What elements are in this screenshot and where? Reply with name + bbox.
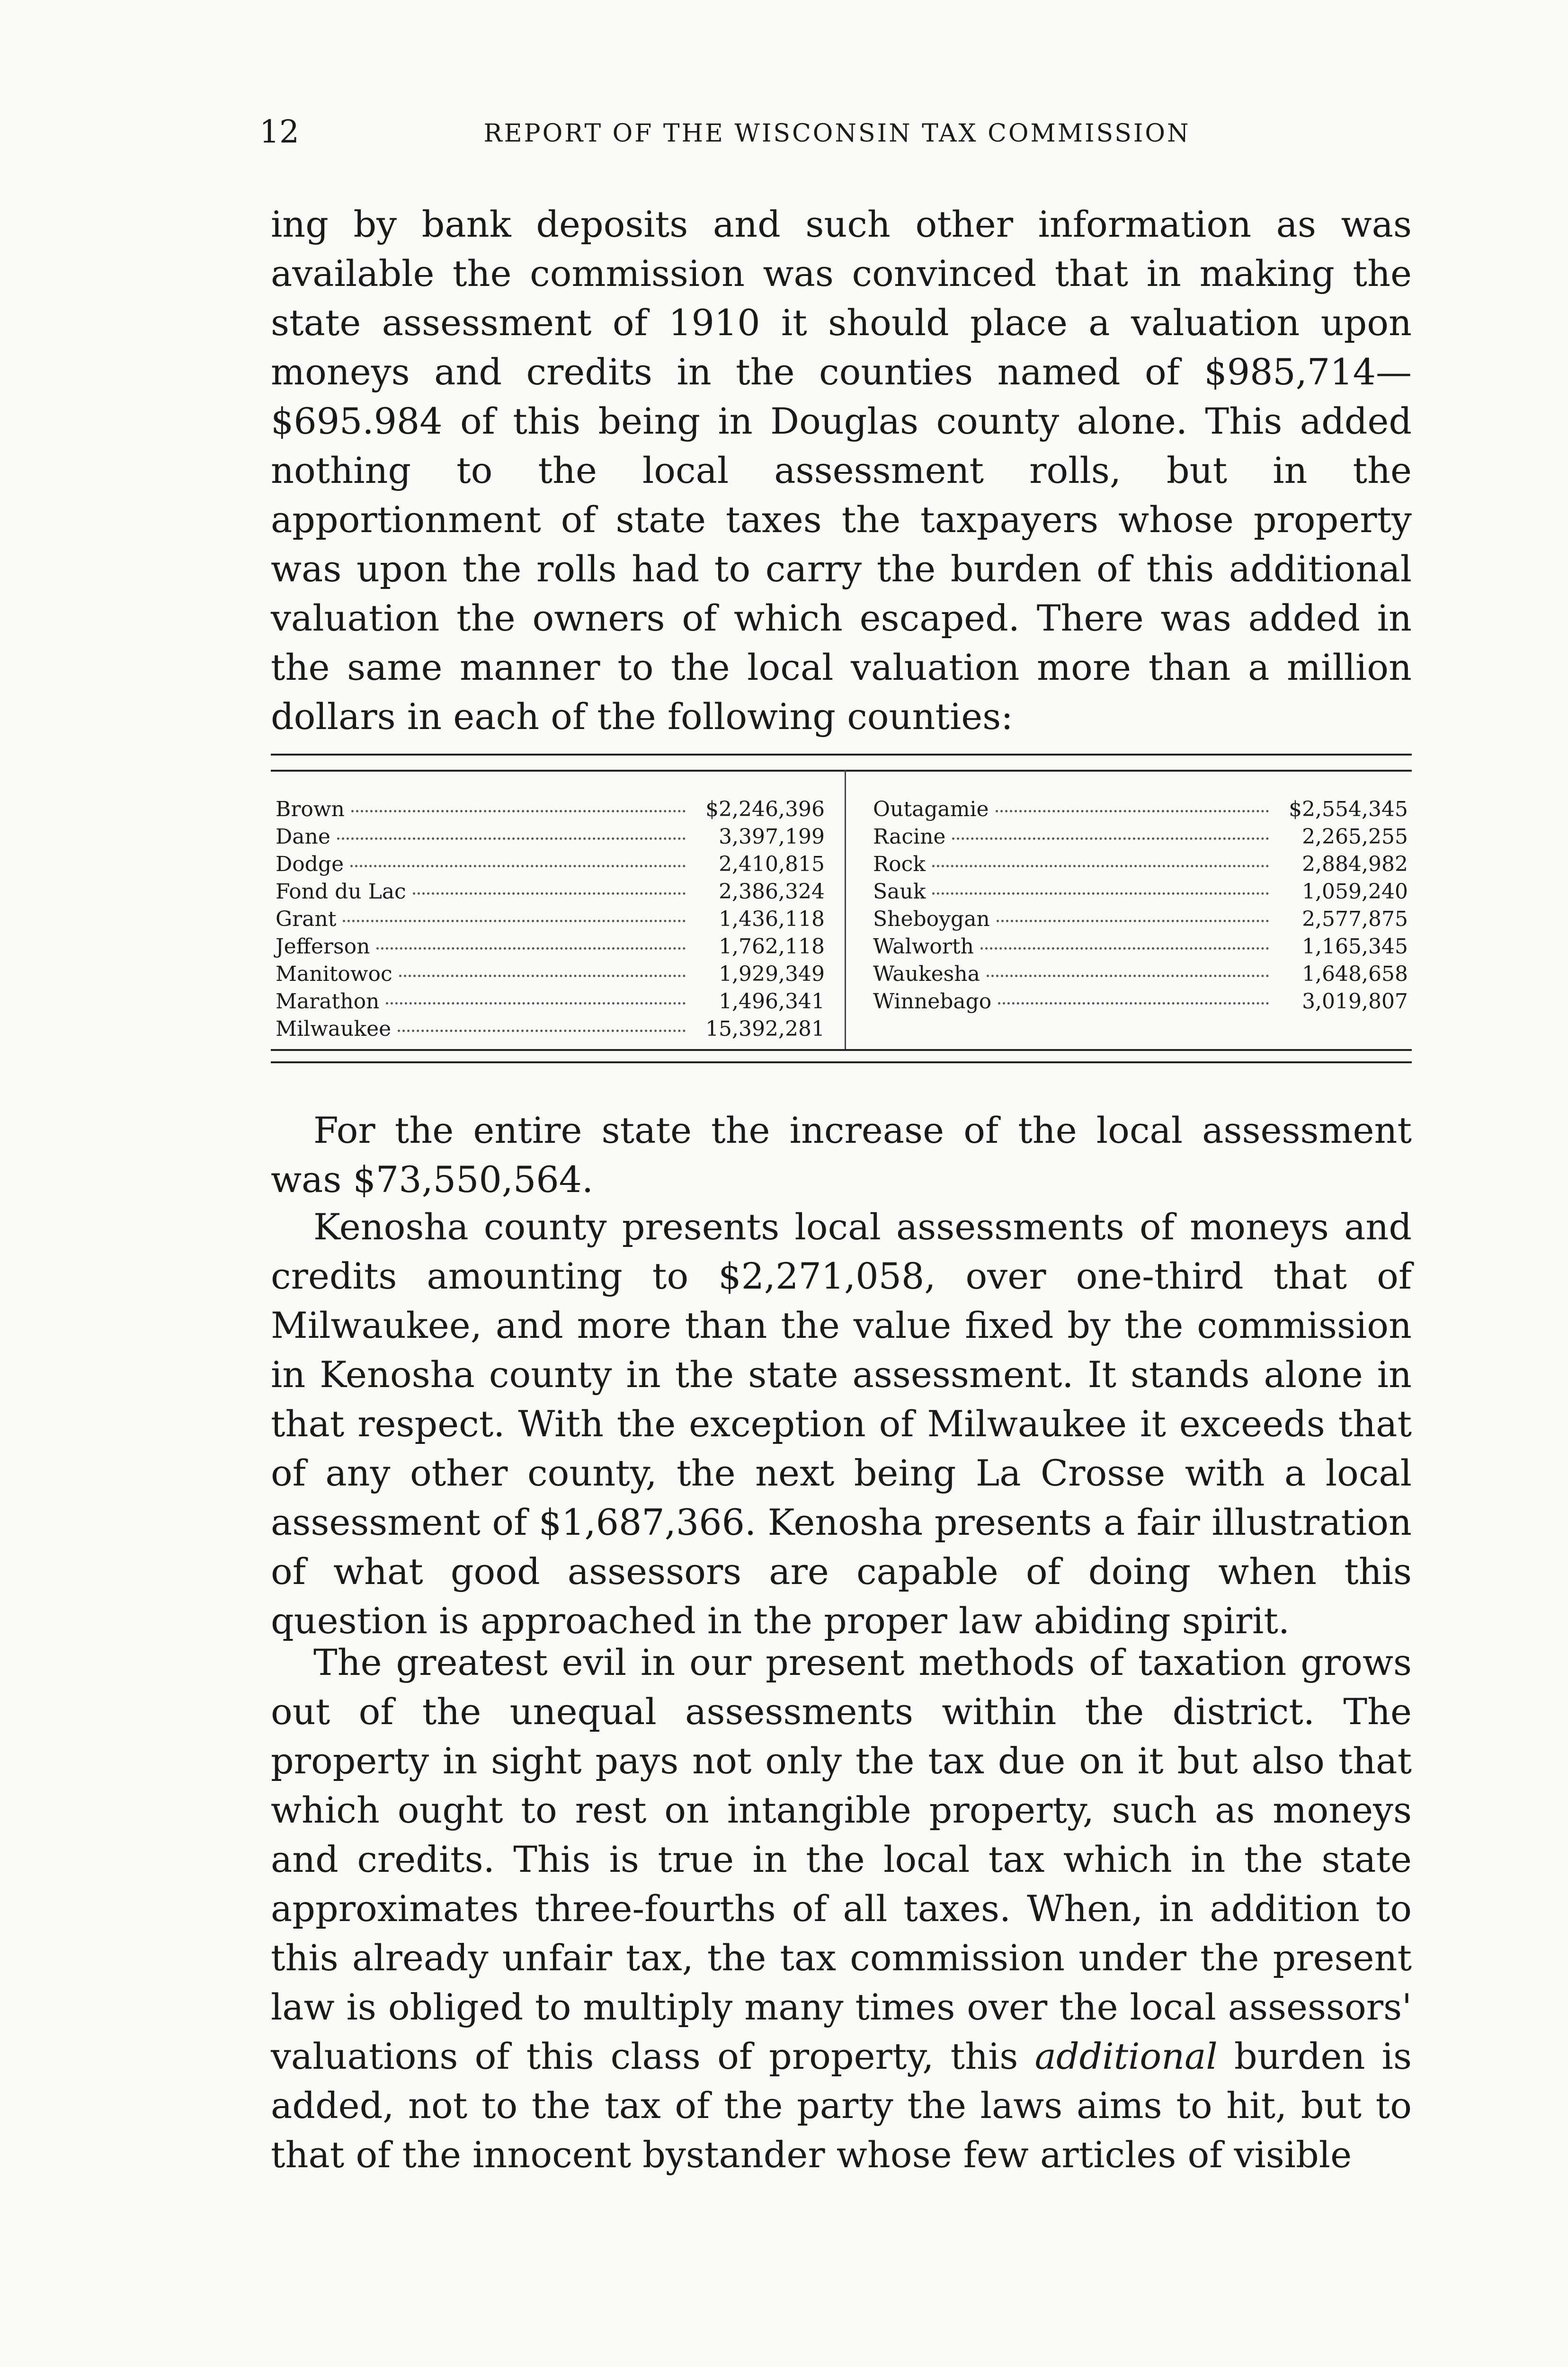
- county-name: Milwaukee: [276, 1017, 392, 1041]
- county-name: Fond du Lac: [276, 880, 406, 904]
- paragraph-4: [271, 1638, 1412, 2180]
- valuation-amount: 2,577,875: [1302, 907, 1408, 931]
- paragraph-1: ing by bank deposits and such other information as was available the commission was convinced that in making the state assessment of 1910 it should place a valuation upon moneys and credits in the counties named of $985,714—$695.984 of this being in Douglas county alone. This added nothing to the local assessment rolls, but in the apportionment of state taxes the taxpayers whose property was upon the rolls had to carry the burden of this additional valuation the owners of which escaped. There was added in the same manner to the local valuation more than a million dollars in each of the following counties:: [271, 203, 1412, 738]
- table-row: [873, 907, 1408, 934]
- table-row: [276, 934, 825, 962]
- table-row: [276, 989, 825, 1017]
- table-row: [873, 962, 1408, 989]
- table-row: [873, 852, 1408, 880]
- paragraph-3: Kenosha county presents local assessments of moneys and credits amounting to $2,271,058, over one-third that of Milwaukee, and more than the value fixed by the commission in Kenosha county in the state assessment. It stands alone in that respect. With the exception of Milwaukee it exceeds that of any other county, the next being La Crosse with a local assessment of $1,687,366. Kenosha presents a fair illustration of what good assessors are capable of doing when this question is approached in the proper law abiding spirit.: [271, 1206, 1412, 1642]
- paragraph-4-italic: additional: [1034, 2035, 1218, 2077]
- page-number: 12: [259, 114, 299, 150]
- table-top-rule: [271, 754, 1412, 756]
- dot-leader: [980, 947, 1269, 950]
- table-column-divider: [845, 770, 846, 1049]
- dot-leader: [996, 810, 1269, 812]
- county-valuation-table: [271, 754, 1412, 1071]
- county-name: Marathon: [276, 989, 380, 1014]
- dot-leader: [350, 865, 686, 867]
- valuation-amount: 1,762,118: [719, 934, 825, 959]
- valuation-amount: 15,392,281: [705, 1017, 825, 1041]
- county-name: Brown: [276, 797, 345, 821]
- valuation-amount: 1,929,349: [719, 962, 825, 986]
- valuation-amount: $2,554,345: [1289, 797, 1408, 821]
- county-name: Racine: [873, 825, 946, 849]
- table-row: [873, 880, 1408, 907]
- valuation-amount: 2,265,255: [1302, 825, 1408, 849]
- dot-leader: [932, 865, 1269, 867]
- county-name: Sauk: [873, 880, 926, 904]
- dot-leader: [998, 1002, 1269, 1005]
- county-name: Dodge: [276, 852, 344, 876]
- dot-leader: [987, 975, 1269, 977]
- valuation-amount: 1,496,341: [719, 989, 825, 1014]
- table-row: [276, 880, 825, 907]
- paragraph-2: For the entire state the increase of the local assessment was $73,550,564.: [271, 1109, 1412, 1201]
- table-row: [873, 989, 1408, 1017]
- valuation-amount: 3,019,807: [1302, 989, 1408, 1014]
- dot-leader: [351, 810, 686, 812]
- table-row: [873, 797, 1408, 825]
- county-name: Walworth: [873, 934, 974, 959]
- valuation-amount: 1,059,240: [1302, 880, 1408, 904]
- dot-leader: [997, 920, 1269, 922]
- dot-leader: [398, 1030, 686, 1032]
- dot-leader: [952, 837, 1269, 840]
- table-right-column: [873, 797, 1408, 1017]
- dot-leader: [413, 892, 686, 895]
- dot-leader: [386, 1002, 686, 1005]
- dot-leader: [337, 837, 686, 840]
- running-head-title: REPORT OF THE WISCONSIN TAX COMMISSION: [483, 119, 1191, 148]
- county-name: Winnebago: [873, 989, 992, 1014]
- dot-leader: [399, 975, 686, 977]
- table-row: [276, 962, 825, 989]
- table-row: [873, 825, 1408, 852]
- table-top-rule-inner: [271, 770, 1412, 772]
- valuation-amount: 2,410,815: [719, 852, 825, 876]
- valuation-amount: $2,246,396: [705, 797, 825, 821]
- table-left-column: [276, 797, 825, 1044]
- county-name: Grant: [276, 907, 337, 931]
- valuation-amount: 3,397,199: [719, 825, 825, 849]
- county-name: Manitowoc: [276, 962, 392, 986]
- table-row: [276, 852, 825, 880]
- valuation-amount: 2,386,324: [719, 880, 825, 904]
- county-name: Rock: [873, 852, 926, 876]
- dot-leader: [376, 947, 686, 950]
- dot-leader: [343, 920, 686, 922]
- valuation-amount: 1,648,658: [1302, 962, 1408, 986]
- table-bottom-rule: [271, 1061, 1412, 1063]
- paragraph-4-text-a: The greatest evil in our present methods of taxation grows out of the unequal assessments within the district. The property in sight pays not only the tax due on it but also that which ought to rest on intangible property, such as moneys and credits. This is true in the local tax which in the state approximates three-fourths of all taxes. When, in addition to this already unfair tax, the tax commission under the present law is obliged to multiply many times over the local assessors' valuations of this class of property, this: [271, 1641, 1412, 2077]
- table-bottom-rule-inner: [271, 1049, 1412, 1051]
- dot-leader: [932, 892, 1269, 895]
- valuation-amount: 1,436,118: [719, 907, 825, 931]
- paragraph-4-text-b: burden is added, not to the tax of the party the laws aims to hit, but to that of the innocent bystander whose few articles of visible: [271, 2035, 1412, 2176]
- table-row: [276, 907, 825, 934]
- table-row: [276, 825, 825, 852]
- running-head: [259, 114, 1415, 156]
- table-row: [873, 934, 1408, 962]
- county-name: Sheboygan: [873, 907, 990, 931]
- county-name: Dane: [276, 825, 330, 849]
- county-name: Waukesha: [873, 962, 980, 986]
- table-row: [276, 1017, 825, 1044]
- table-row: [276, 797, 825, 825]
- county-name: Jefferson: [276, 934, 370, 959]
- valuation-amount: 2,884,982: [1302, 852, 1408, 876]
- county-name: Outagamie: [873, 797, 989, 821]
- valuation-amount: 1,165,345: [1302, 934, 1408, 959]
